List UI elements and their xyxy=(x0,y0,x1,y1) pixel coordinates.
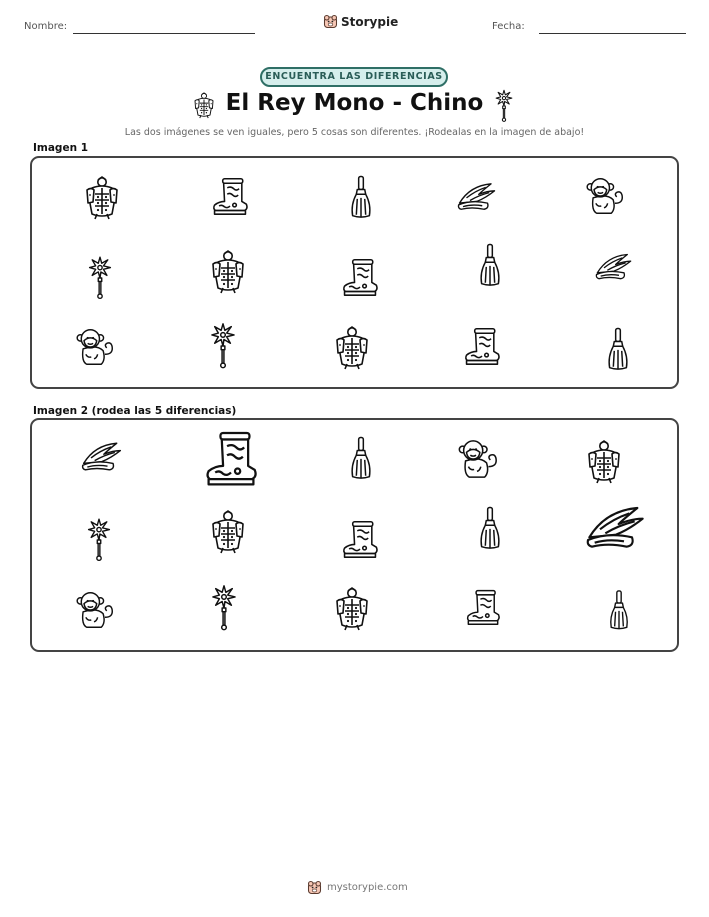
armor-icon xyxy=(332,326,372,370)
name-label: Nombre: xyxy=(24,21,68,32)
armor-icon xyxy=(208,250,248,294)
armor-icon xyxy=(208,510,248,554)
boot-icon xyxy=(340,518,380,560)
image1-label: Imagen 1 xyxy=(33,142,89,154)
staff-icon xyxy=(494,89,514,123)
brand-name: Storypie xyxy=(341,14,399,29)
image2-panel xyxy=(30,418,679,652)
boot-icon[interactable] xyxy=(202,428,260,488)
staff-icon xyxy=(87,254,113,302)
storypie-logo-icon xyxy=(307,880,322,895)
armor-icon xyxy=(82,176,122,220)
image1-panel xyxy=(30,156,679,389)
staff-icon xyxy=(86,516,112,564)
monkey-icon xyxy=(584,176,624,216)
date-field[interactable] xyxy=(539,33,686,34)
staff-icon xyxy=(210,584,238,632)
brush-icon xyxy=(476,504,504,552)
brush-icon xyxy=(606,586,632,634)
feather-cap-icon xyxy=(80,440,124,474)
activity-badge: ENCUENTRA LAS DIFERENCIAS xyxy=(260,67,448,87)
feather-cap-icon[interactable] xyxy=(584,502,648,554)
boot-icon xyxy=(210,176,250,216)
name-field[interactable] xyxy=(73,33,255,34)
feather-cap-icon xyxy=(594,252,634,282)
date-label: Fecha: xyxy=(492,21,525,32)
instructions: Las dos imágenes se ven iguales, pero 5 cosas son diferentes. ¡Rodealas en la imagen de abajo! xyxy=(124,127,585,138)
brush-icon xyxy=(347,434,375,482)
monkey-icon xyxy=(74,326,114,368)
boot-icon xyxy=(462,326,502,366)
image2-label: Imagen 2 (rodea las 5 diferencias) xyxy=(33,405,237,417)
staff-icon xyxy=(209,322,237,370)
armor-icon xyxy=(584,440,624,484)
brand xyxy=(323,14,398,29)
footer xyxy=(307,880,408,895)
armor-icon xyxy=(332,586,372,632)
footer-url[interactable]: mystorypie.com xyxy=(327,882,408,893)
brush-icon xyxy=(347,174,375,220)
boot-icon xyxy=(340,256,380,298)
page-title: El Rey Mono - Chino xyxy=(225,90,484,116)
storypie-logo-icon xyxy=(323,14,338,29)
monkey-icon xyxy=(456,438,498,480)
brush-icon xyxy=(476,242,504,288)
brush-icon xyxy=(604,326,632,372)
feather-cap-icon xyxy=(456,182,498,212)
boot-icon xyxy=(464,586,502,628)
monkey-icon xyxy=(74,588,114,632)
